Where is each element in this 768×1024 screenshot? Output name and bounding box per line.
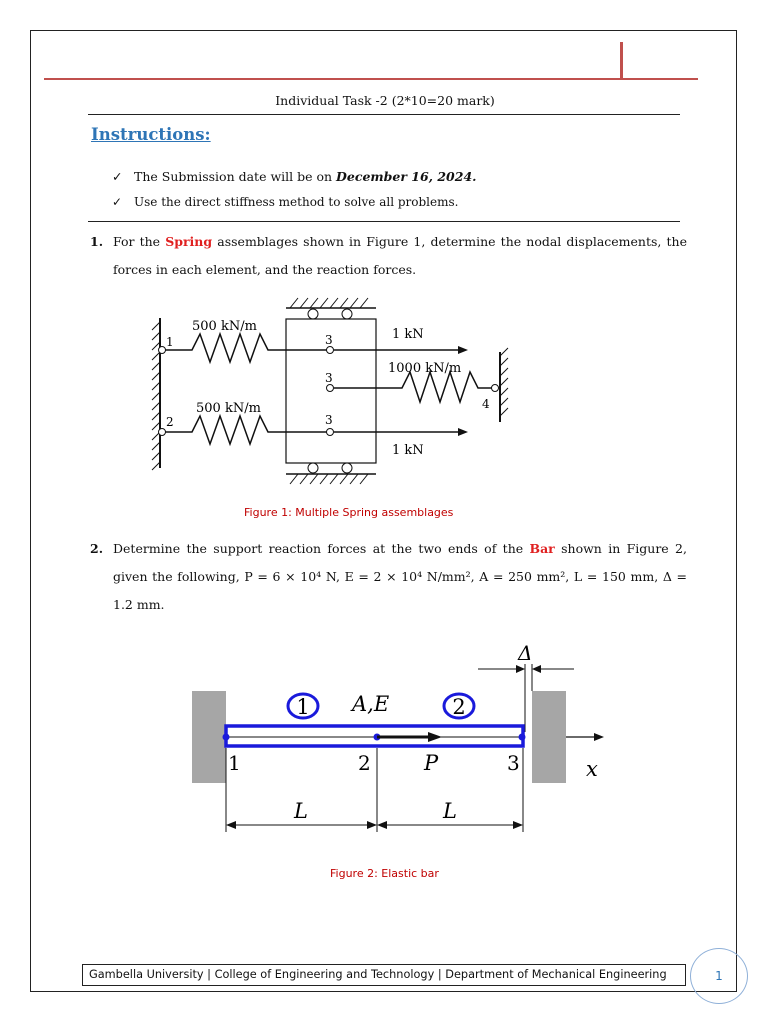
figure-1-spring-assemblage: [140, 288, 530, 488]
right-support: [532, 691, 566, 783]
instruction-text: Use the direct stiffness method to solve all problems.: [134, 195, 459, 209]
keyword-bar: Bar: [529, 541, 555, 556]
section-properties-label: A,E: [352, 692, 390, 716]
spring-bottom-stiffness: 500 kN/m: [196, 401, 261, 416]
node-2-label: 2: [166, 415, 174, 429]
force-top-label: 1 kN: [392, 327, 424, 342]
instruction-item: [112, 195, 458, 209]
figure-2-elastic-bar: [180, 636, 620, 836]
question-1-number: 1.: [90, 234, 104, 249]
bar-node-3-label: 3: [507, 751, 520, 775]
checkmark-icon: ✓: [112, 195, 123, 209]
spring-top-stiffness: 500 kN/m: [192, 319, 257, 334]
instructions-heading: Instructions:: [91, 125, 211, 144]
node-3-label-bottom: 3: [325, 413, 333, 427]
axis-label: x: [586, 757, 598, 781]
question-2-pre: Determine the support reaction forces at the two ends of the: [113, 541, 530, 556]
load-label: P: [424, 751, 439, 775]
page-footer: Gambella University | College of Engineering and Technology | Department of Mechanical Engineering: [82, 964, 686, 986]
checkmark-icon: ✓: [112, 169, 123, 184]
figure-1-caption: Figure 1: Multiple Spring assemblages: [244, 506, 454, 519]
left-support: [192, 691, 226, 783]
node-3-label-middle: 3: [325, 371, 333, 385]
header-rule: [44, 78, 698, 80]
node-3-label-top: 3: [325, 333, 333, 347]
question-2-text: [113, 535, 687, 619]
element-2-label: 2: [452, 695, 466, 719]
length-right-label: L: [443, 799, 457, 823]
question-1-post: assemblages shown in Figure 1, determine the nodal displacements, the forces in each element, and the reaction forces.: [113, 234, 687, 277]
force-bottom-label: 1 kN: [392, 443, 424, 458]
instruction-text: The Submission date will be on: [134, 169, 337, 184]
node-1-label: 1: [166, 335, 174, 349]
spring-right-stiffness: 1000 kN/m: [388, 361, 462, 376]
element-1-label: 1: [296, 695, 310, 719]
question-2-number: 2.: [90, 541, 104, 556]
header-rule-tick: [620, 42, 623, 80]
bar-node-1-label: 1: [228, 751, 241, 775]
title-divider: [88, 114, 680, 115]
instruction-item: [112, 169, 477, 184]
question-1-text: [113, 228, 687, 284]
submission-date: December 16, 2024.: [336, 169, 477, 184]
page-number: 1: [690, 948, 748, 1004]
keyword-spring: Spring: [165, 234, 213, 249]
node-4-label: 4: [482, 397, 490, 411]
question-2-post: shown in Figure 2, given the following, P = 6 × 10⁴ N, E = 2 × 10⁴ N/mm², A = 250 mm², L = 150 mm, Δ = 1.2 mm.: [113, 541, 687, 612]
gap-label: Δ: [518, 641, 533, 665]
bar-node-2-label: 2: [358, 751, 371, 775]
length-left-label: L: [294, 799, 308, 823]
figure-2-caption: Figure 2: Elastic bar: [330, 867, 439, 880]
section-divider: [88, 221, 680, 222]
question-1-pre: For the: [113, 234, 166, 249]
document-title: Individual Task -2 (2*10=20 mark): [275, 93, 495, 108]
